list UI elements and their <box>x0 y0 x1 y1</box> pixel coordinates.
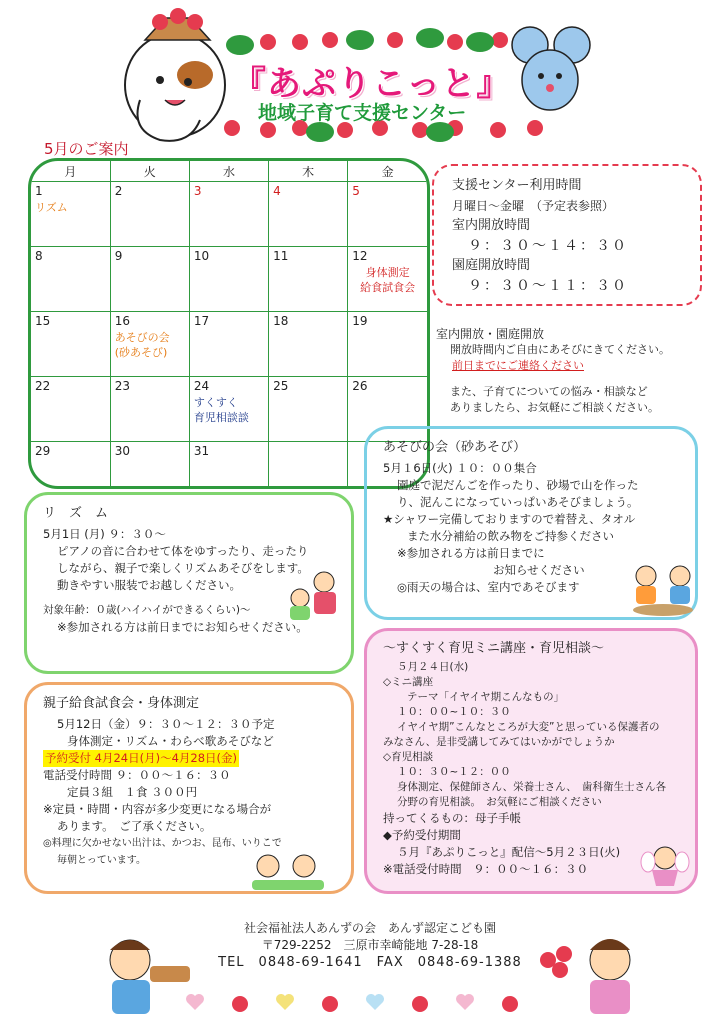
hours-title: 支援センター利用時間 <box>452 178 582 193</box>
sukusuku-date: ５月２４日(水) <box>397 661 469 673</box>
day-number: 29 <box>35 444 51 458</box>
calendar-day <box>110 377 189 442</box>
day-number: 8 <box>35 249 43 263</box>
sukusuku-desc2: みなさん、是非受講してみてはいかがでしょうか <box>383 736 615 748</box>
calendar-day <box>269 247 348 312</box>
weekday-header: 金 <box>348 161 427 182</box>
calendar-day <box>189 377 268 442</box>
sandbox-kids-illustration <box>628 560 698 616</box>
page-subtitle: 地域子育て支援センター <box>258 102 467 124</box>
page-title: 『あぷりこっと』 <box>232 64 512 104</box>
footer-tel: TEL 0848-69-1641 FAX 0848-69-1388 <box>218 955 522 970</box>
calendar-day <box>348 182 427 247</box>
weekday-header: 火 <box>110 161 189 182</box>
rizumu-notice: ※参加される方は前日までにお知らせください。 <box>57 620 308 634</box>
calendar-day <box>31 377 110 442</box>
day-number: 1 <box>35 184 43 198</box>
calendar-week <box>31 377 427 442</box>
asobi-title: あそびの会（砂あそび） <box>383 440 527 455</box>
bottom-border-hearts <box>186 994 518 1012</box>
footer-address: 〒729-2252 三原市幸崎能地 7-28-18 <box>261 938 479 952</box>
calendar-day <box>269 312 348 377</box>
sukusuku-consult1: 身体測定、保健師さん、栄養士さん、 歯科衛生士さん各 <box>397 781 667 793</box>
calendar-day <box>269 442 348 490</box>
asobi-desc1: 園庭で泥だんごを作ったり、砂場で山を作った <box>397 478 639 492</box>
day-event: 身体測定 給食試食会 <box>360 266 416 294</box>
asobi-rain: ◎雨天の場合は、室内であそびます <box>397 580 580 594</box>
rizumu-age: 対象年齢：０歳(ハイハイができるくらい)～ <box>43 604 251 616</box>
sukusuku-consult-label: ◇育児相談 <box>383 751 434 763</box>
sukusuku-time2: １０：３０~１２：００ <box>397 766 511 778</box>
calendar-day <box>189 182 268 247</box>
day-number: 15 <box>35 314 51 328</box>
day-number: 31 <box>193 444 210 458</box>
month-label: 5月のご案内 <box>44 140 129 158</box>
rhythm-kids-illustration <box>282 568 346 624</box>
garden-label: 園庭開放時間 <box>452 258 531 273</box>
info-line4: ありましたら、お気軽にご相談ください。 <box>450 401 659 414</box>
footer-org: 社会福祉法人あんずの会 あんず認定こども園 <box>243 921 496 935</box>
asobi-date: 5月１6日(火) １０：００集合 <box>383 461 537 475</box>
calendar-day <box>31 312 110 377</box>
calendar-week <box>31 312 427 377</box>
hours-box <box>432 164 702 306</box>
footer-decoration <box>0 930 724 1024</box>
oyako-note2: あります。 ご了承ください。 <box>57 819 212 833</box>
day-number: 2 <box>114 184 123 198</box>
girl-strawberries-illustration <box>540 939 630 1014</box>
sukusuku-bring: 持ってくるもの：母子手帳 <box>383 811 521 825</box>
indoor-time: ９：３０～１４：３０ <box>468 238 628 254</box>
rizumu-desc1: ピアノの音に合わせて体をゆすったり、走ったり <box>57 544 309 558</box>
asobi-shower2: また水分補給の飲み物をご持参ください <box>407 529 614 543</box>
day-number: 4 <box>273 184 281 198</box>
sukusuku-title: ～すくすく育児ミニ講座・育児相談～ <box>383 641 605 656</box>
day-number: 12 <box>352 249 368 263</box>
oyako-note3: ◎料理に欠かせない出汁は、かつお、昆布、いりこで <box>43 838 282 849</box>
sukusuku-desc1: イヤイヤ期”こんなところが大変”と思っている保護者の <box>397 721 660 733</box>
calendar-day <box>348 247 427 312</box>
calendar-day <box>110 247 189 312</box>
info-line1: 開放時間内ご自由にあそびにきてください。 <box>450 343 670 356</box>
sukusuku-consult2: 分野の育児相談。 お気軽にご相談ください <box>397 796 602 808</box>
sukusuku-mini-label: ◇ミニ講座 <box>383 676 434 688</box>
calendar-day <box>269 182 348 247</box>
rizumu-title: リ ズ ム <box>43 506 109 521</box>
info-line2: 前日までにご連絡ください <box>452 359 584 372</box>
sukusuku-reserve-label: ◆予約受付期間 <box>383 828 461 842</box>
calendar-day <box>110 182 189 247</box>
oyako-note1: ※定員・時間・内容が多少変更になる場合が <box>43 802 272 816</box>
day-number: 17 <box>193 314 210 328</box>
day-number: 5 <box>352 184 360 198</box>
weekday-header: 木 <box>269 161 348 182</box>
sukusuku-reserve: ５月『あぷりこっと』配信～5月２３日(火) <box>397 845 621 859</box>
oyako-note4: 毎朝とっています。 <box>57 855 146 866</box>
garden-time: ９：３０～１１：３０ <box>468 278 628 294</box>
oyako-activities: 身体測定・リズム・わらべ歌あそびなど <box>67 734 274 748</box>
calendar-day <box>189 312 268 377</box>
calendar-day <box>31 247 110 312</box>
info-title: 室内開放・園庭開放 <box>436 327 545 341</box>
calendar-day <box>110 312 189 377</box>
rizumu-desc3: 動きやすい服装でお越しください。 <box>57 578 241 592</box>
day-number: 23 <box>114 379 130 393</box>
cat-illustration <box>125 8 225 141</box>
oyako-phone-hours: 電話受付時間 ９：００～１６：３０ <box>43 768 231 782</box>
day-number: 16 <box>114 314 130 328</box>
hours-days: 月曜日～金曜 （予定表参照） <box>452 199 615 213</box>
calendar-day <box>269 377 348 442</box>
day-number: 10 <box>193 249 210 263</box>
calendar-day <box>31 182 110 247</box>
indoor-label: 室内開放時間 <box>452 218 531 233</box>
mouse-illustration <box>512 27 590 110</box>
day-event: リズム <box>35 201 68 214</box>
day-number: 24 <box>193 379 210 393</box>
day-number: 18 <box>273 314 289 328</box>
open-info <box>436 326 706 416</box>
asobi-desc2: り、泥んこになっていっぱいあそびましょう。 <box>397 495 639 509</box>
info-line3: また、子育てについての悩み・相談など <box>450 385 648 398</box>
day-number: 26 <box>352 379 368 393</box>
day-event: すくすく 育児相談談 <box>193 396 249 424</box>
sukusuku-theme: テーマ「イヤイヤ期こんなもの」 <box>407 691 565 703</box>
day-number: 22 <box>35 379 51 393</box>
calendar-day <box>110 442 189 490</box>
rizumu-desc2: しながら、親子で楽しくリズムあそびをします。 <box>57 561 309 575</box>
sukusuku-phone: ※電話受付時間 ９：００～１６：３０ <box>383 862 589 876</box>
day-number: 25 <box>273 379 289 393</box>
eating-kids-illustration <box>248 852 328 894</box>
calendar-week <box>31 247 427 312</box>
oyako-date: 5月12日（金）９：３０～１２：３０予定 <box>57 717 275 731</box>
day-number: 9 <box>114 249 123 263</box>
asobi-notice1: ※参加される方は前日までに <box>397 546 545 560</box>
day-number: 3 <box>193 184 202 198</box>
boy-chef-illustration <box>110 940 190 1014</box>
oyako-reserve: 予約受付 4月24日(月)～4月28日(金) <box>45 751 238 765</box>
oyako-title: 親子給食試食会・身体測定 <box>43 696 200 711</box>
weekday-header: 水 <box>189 161 268 182</box>
day-event: あそびの会 (砂あそび) <box>114 331 170 359</box>
calendar-day <box>189 442 268 490</box>
calendar-day <box>348 312 427 377</box>
sukusuku-time1: １０：００~１０：３０ <box>397 706 511 718</box>
day-number: 30 <box>114 444 130 458</box>
asobi-shower1: ★シャワー完備しておりますので着替え、タオル <box>383 512 636 526</box>
fairy-illustration <box>640 840 690 890</box>
asobi-notice2: お知らせください <box>493 563 585 577</box>
calendar-day <box>189 247 268 312</box>
calendar-day <box>31 442 110 490</box>
oyako-capacity: 定員３組 １食 ３００円 <box>67 785 198 799</box>
calendar-week <box>31 182 427 247</box>
day-number: 11 <box>273 249 289 263</box>
rizumu-date: 5月1日 (月) ９：３０～ <box>43 527 166 541</box>
day-number: 19 <box>352 314 368 328</box>
weekday-header: 月 <box>31 161 110 182</box>
